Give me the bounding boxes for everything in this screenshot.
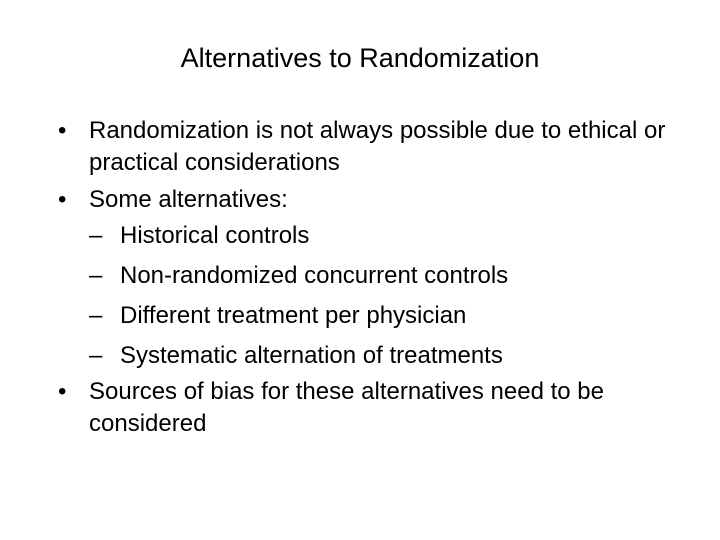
bullet-item xyxy=(58,115,698,179)
slide-title: Alternatives to Randomization xyxy=(180,43,540,73)
bullet-icon: • xyxy=(58,186,67,213)
sub-bullet-text: Non-randomized concurrent controls xyxy=(120,262,509,289)
bullet-text: Randomization is not always possible due to ethical or practical considerations xyxy=(89,117,666,176)
bullet-item xyxy=(58,184,698,376)
dash-icon: – xyxy=(89,302,103,329)
dash-icon: – xyxy=(89,262,103,289)
bullet-list xyxy=(58,115,698,440)
dash-icon: – xyxy=(89,222,103,249)
bullet-item xyxy=(58,376,698,440)
sub-bullet-text: Systematic alternation of treatments xyxy=(120,342,503,369)
dash-icon: – xyxy=(89,342,103,369)
bullet-text: Some alternatives: xyxy=(89,186,288,213)
sub-bullet-text: Different treatment per physician xyxy=(120,302,467,329)
bullet-text: Sources of bias for these alternatives need to be considered xyxy=(89,378,604,437)
sub-bullet-text: Historical controls xyxy=(120,222,310,249)
sub-bullet-list xyxy=(89,216,698,376)
sub-bullet-item xyxy=(89,336,698,376)
sub-bullet-item xyxy=(89,216,698,256)
sub-bullet-item xyxy=(89,296,698,336)
bullet-icon: • xyxy=(58,117,67,144)
bullet-icon: • xyxy=(58,378,67,405)
sub-bullet-item xyxy=(89,256,698,296)
